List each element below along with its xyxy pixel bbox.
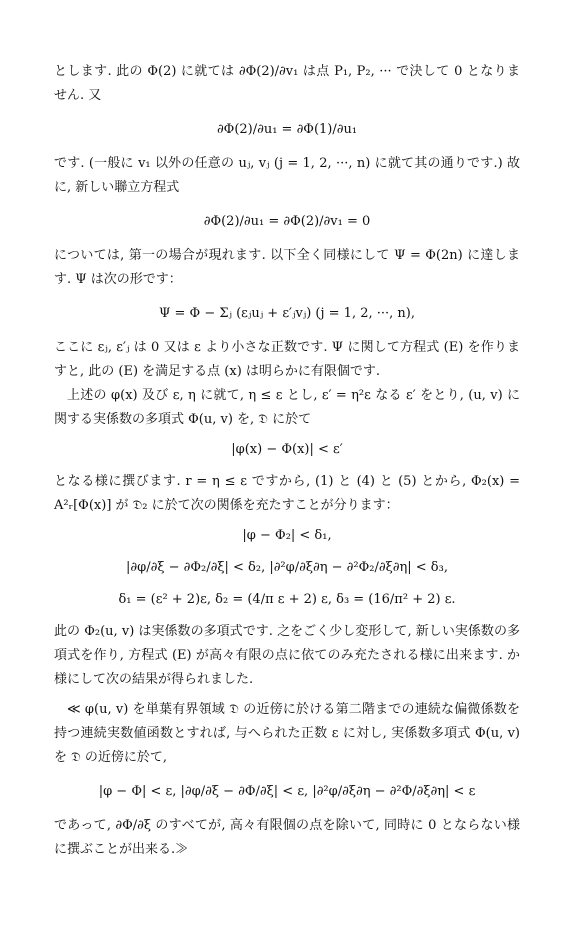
equation-3: Ψ = Φ − Σⱼ (εⱼuⱼ + ε′ⱼvⱼ) (j = 1, 2, ···, n), [158,306,415,321]
equation-8: |φ − Φ| < ε, |∂φ/∂ξ − ∂Φ/∂ξ| < ε, |∂²φ/∂ξ∂η − ∂²Φ/∂ξ∂η| < ε [98,784,476,799]
paragraph-6: となる様に撰びます. r = η ≤ ε ですから, (1) と (4) と (5) とから, Φ₂(x) = A²ᵣ[Φ(x)] が 𝔇₂ に於て次の関係を充たすことが分ります： [54,474,520,513]
paragraph-4: ここに εⱼ, ε′ⱼ は 0 又は ε より小さな正数です. Ψ に関して方程式 (E) を作りますと, 此の (E) を満足する点 (x) は明らかに有限個です. [54,340,520,379]
paragraph-5: 上述の φ(x) 及び ε, η に就て, η ≤ ε とし, ε′ = η²ε なる ε′ をとり, (u, v) に関する実係数の多項式 Φ(u, v) を, 𝔇 に於て [54,388,520,427]
equation-4: |φ(x) − Φ(x)| < ε′ [231,442,343,457]
paragraph-3: については, 第一の場合が現れます. 以下全く同様にして Ψ = Φ(2n) に達します. Ψ は次の形です： [54,248,520,287]
equation-2: ∂Φ(2)/∂u₁ = ∂Φ(2)/∂v₁ = 0 [203,214,371,229]
equation-7: δ₁ = (ε² + 2)ε, δ₂ = (4/π ε + 2) ε, δ₃ = (16/π² + 2) ε. [118,592,456,607]
equation-5: |φ − Φ₂| < δ₁, [242,528,332,543]
equation-1: ∂Φ(2)/∂u₁ = ∂Φ(1)/∂u₁ [216,122,358,137]
paragraph-9: であって, ∂Φ/∂ξ のすべてが, 高々有限個の点を除いて, 同時に 0 とならない様に撰ぶことが出来る.≫ [54,818,520,857]
equation-6: |∂φ/∂ξ − ∂Φ₂/∂ξ| < δ₂, |∂²φ/∂ξ∂η − ∂²Φ₂/∂ξ∂η| < δ₃, [126,560,448,575]
paragraph-7: 此の Φ₂(u, v) は実係数の多項式です. 之をごく少し変形して, 新しい実係数の多項式を作り, 方程式 (E) が高々有限の点に依てのみ充たされる様に出来ます. か様にして次の結果が得られました. [54,624,520,687]
paragraph-8: ≪ φ(u, v) を単葉有界領域 𝔇 の近傍に於ける第二階までの連続な偏微係数を持つ連続実数値函数とすれば, 与へられた正数 ε に対し, 実係数多項式 Φ(u, v) を 𝔇 の近傍に於て, [54,702,520,765]
paragraph-2: です. (一般に v₁ 以外の任意の uⱼ, vⱼ (j = 1, 2, ···, n) に就て其の通りです.) 故に, 新しい聯立方程式 [54,156,520,195]
paragraph-1: とします. 此の Φ(2) に就ては ∂Φ(2)/∂v₁ は点 P₁, P₂, ··· で決して 0 となりません. 又 [54,64,520,103]
